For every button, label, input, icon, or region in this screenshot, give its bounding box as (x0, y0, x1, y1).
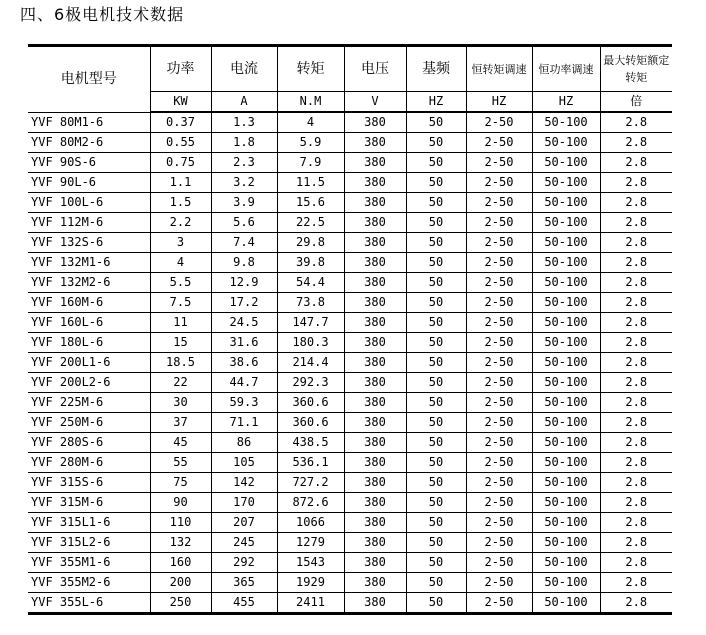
cell-voltage: 380 (344, 153, 406, 173)
cell-voltage: 380 (344, 593, 406, 614)
cell-max-torque: 2.8 (600, 333, 672, 353)
cell-voltage: 380 (344, 233, 406, 253)
cell-voltage: 380 (344, 293, 406, 313)
cell-const-power: 50-100 (532, 433, 600, 453)
cell-power: 15 (150, 333, 211, 353)
cell-max-torque: 2.8 (600, 133, 672, 153)
cell-power: 160 (150, 553, 211, 573)
cell-const-torque: 2-50 (466, 213, 532, 233)
cell-current: 9.8 (211, 253, 277, 273)
cell-const-power: 50-100 (532, 593, 600, 614)
cell-current: 365 (211, 573, 277, 593)
cell-voltage: 380 (344, 193, 406, 213)
cell-power: 0.55 (150, 133, 211, 153)
cell-const-torque: 2-50 (466, 393, 532, 413)
cell-model: YVF 180L-6 (28, 333, 150, 353)
cell-const-power: 50-100 (532, 112, 600, 133)
cell-model: YVF 280S-6 (28, 433, 150, 453)
table-row (28, 393, 672, 413)
table-row (28, 373, 672, 393)
cell-const-torque: 2-50 (466, 133, 532, 153)
cell-const-power: 50-100 (532, 233, 600, 253)
cell-torque: 1279 (277, 533, 344, 553)
header-row (28, 46, 672, 92)
cell-voltage: 380 (344, 253, 406, 273)
table-row (28, 453, 672, 473)
cell-model: YVF 280M-6 (28, 453, 150, 473)
cell-voltage: 380 (344, 533, 406, 553)
cell-power: 4 (150, 253, 211, 273)
header-const-power: 恒功率调速 (532, 46, 600, 92)
cell-voltage: 380 (344, 173, 406, 193)
cell-power: 45 (150, 433, 211, 453)
cell-model: YVF 200L2-6 (28, 373, 150, 393)
cell-max-torque: 2.8 (600, 213, 672, 233)
table-row (28, 153, 672, 173)
cell-model: YVF 200L1-6 (28, 353, 150, 373)
cell-base-freq: 50 (406, 393, 466, 413)
cell-const-power: 50-100 (532, 253, 600, 273)
cell-max-torque: 2.8 (600, 233, 672, 253)
table-row (28, 313, 672, 333)
cell-base-freq: 50 (406, 493, 466, 513)
cell-torque: 360.6 (277, 393, 344, 413)
cell-voltage: 380 (344, 333, 406, 353)
cell-const-power: 50-100 (532, 553, 600, 573)
cell-current: 17.2 (211, 293, 277, 313)
unit-const-torque: HZ (466, 92, 532, 113)
cell-max-torque: 2.8 (600, 553, 672, 573)
cell-base-freq: 50 (406, 153, 466, 173)
cell-model: YVF 80M1-6 (28, 112, 150, 133)
cell-current: 1.3 (211, 112, 277, 133)
table-row (28, 593, 672, 614)
table-row (28, 173, 672, 193)
cell-max-torque: 2.8 (600, 353, 672, 373)
unit-current: A (211, 92, 277, 113)
cell-voltage: 380 (344, 373, 406, 393)
unit-base-freq: HZ (406, 92, 466, 113)
cell-base-freq: 50 (406, 112, 466, 133)
cell-current: 59.3 (211, 393, 277, 413)
cell-const-power: 50-100 (532, 133, 600, 153)
cell-max-torque: 2.8 (600, 593, 672, 614)
cell-const-torque: 2-50 (466, 553, 532, 573)
cell-power: 5.5 (150, 273, 211, 293)
cell-model: YVF 315L1-6 (28, 513, 150, 533)
cell-const-torque: 2-50 (466, 193, 532, 213)
cell-torque: 360.6 (277, 413, 344, 433)
cell-const-torque: 2-50 (466, 173, 532, 193)
table-row (28, 573, 672, 593)
cell-const-power: 50-100 (532, 473, 600, 493)
cell-torque: 5.9 (277, 133, 344, 153)
section-title: 四、6极电机技术数据 (20, 5, 185, 24)
cell-max-torque: 2.8 (600, 473, 672, 493)
cell-current: 31.6 (211, 333, 277, 353)
cell-const-power: 50-100 (532, 213, 600, 233)
header-max-torque: 最大转矩额定转矩 (600, 46, 672, 92)
table-row (28, 413, 672, 433)
cell-const-torque: 2-50 (466, 473, 532, 493)
unit-max-torque: 倍 (600, 92, 672, 113)
cell-model: YVF 355L-6 (28, 593, 150, 614)
cell-max-torque: 2.8 (600, 112, 672, 133)
cell-voltage: 380 (344, 112, 406, 133)
cell-voltage: 380 (344, 513, 406, 533)
cell-torque: 2411 (277, 593, 344, 614)
cell-power: 0.37 (150, 112, 211, 133)
cell-voltage: 380 (344, 493, 406, 513)
table-row (28, 293, 672, 313)
cell-current: 5.6 (211, 213, 277, 233)
cell-const-torque: 2-50 (466, 513, 532, 533)
cell-power: 132 (150, 533, 211, 553)
cell-current: 207 (211, 513, 277, 533)
cell-current: 24.5 (211, 313, 277, 333)
table-header (28, 46, 672, 113)
cell-model: YVF 90S-6 (28, 153, 150, 173)
cell-power: 55 (150, 453, 211, 473)
cell-torque: 214.4 (277, 353, 344, 373)
cell-current: 12.9 (211, 273, 277, 293)
cell-const-torque: 2-50 (466, 153, 532, 173)
cell-current: 3.2 (211, 173, 277, 193)
cell-current: 3.9 (211, 193, 277, 213)
cell-const-torque: 2-50 (466, 293, 532, 313)
header-current: 电流 (211, 46, 277, 92)
table-row (28, 133, 672, 153)
cell-const-power: 50-100 (532, 533, 600, 553)
unit-torque: N.M (277, 92, 344, 113)
cell-voltage: 380 (344, 573, 406, 593)
cell-voltage: 380 (344, 353, 406, 373)
cell-model: YVF 355M2-6 (28, 573, 150, 593)
table-row (28, 213, 672, 233)
cell-max-torque: 2.8 (600, 373, 672, 393)
cell-base-freq: 50 (406, 573, 466, 593)
cell-const-torque: 2-50 (466, 493, 532, 513)
cell-voltage: 380 (344, 473, 406, 493)
cell-base-freq: 50 (406, 533, 466, 553)
cell-torque: 4 (277, 112, 344, 133)
cell-current: 142 (211, 473, 277, 493)
cell-base-freq: 50 (406, 253, 466, 273)
cell-max-torque: 2.8 (600, 493, 672, 513)
cell-voltage: 380 (344, 453, 406, 473)
cell-current: 455 (211, 593, 277, 614)
cell-max-torque: 2.8 (600, 273, 672, 293)
cell-const-torque: 2-50 (466, 413, 532, 433)
cell-torque: 1543 (277, 553, 344, 573)
cell-current: 38.6 (211, 353, 277, 373)
cell-base-freq: 50 (406, 373, 466, 393)
cell-max-torque: 2.8 (600, 413, 672, 433)
cell-model: YVF 132M2-6 (28, 273, 150, 293)
unit-voltage: V (344, 92, 406, 113)
cell-base-freq: 50 (406, 233, 466, 253)
cell-max-torque: 2.8 (600, 153, 672, 173)
motor-spec-table (28, 44, 672, 615)
cell-torque: 536.1 (277, 453, 344, 473)
cell-const-power: 50-100 (532, 453, 600, 473)
table-row (28, 333, 672, 353)
cell-base-freq: 50 (406, 273, 466, 293)
cell-torque: 15.6 (277, 193, 344, 213)
cell-torque: 147.7 (277, 313, 344, 333)
cell-const-torque: 2-50 (466, 373, 532, 393)
cell-current: 86 (211, 433, 277, 453)
cell-voltage: 380 (344, 413, 406, 433)
cell-power: 1.1 (150, 173, 211, 193)
table-row (28, 513, 672, 533)
cell-const-power: 50-100 (532, 513, 600, 533)
cell-model: YVF 250M-6 (28, 413, 150, 433)
cell-torque: 7.9 (277, 153, 344, 173)
table-row (28, 433, 672, 453)
cell-voltage: 380 (344, 313, 406, 333)
header-const-torque: 恒转矩调速 (466, 46, 532, 92)
cell-base-freq: 50 (406, 473, 466, 493)
cell-torque: 29.8 (277, 233, 344, 253)
cell-power: 11 (150, 313, 211, 333)
cell-power: 7.5 (150, 293, 211, 313)
table-row (28, 253, 672, 273)
cell-model: YVF 315M-6 (28, 493, 150, 513)
cell-torque: 54.4 (277, 273, 344, 293)
table-row (28, 193, 672, 213)
cell-torque: 73.8 (277, 293, 344, 313)
cell-max-torque: 2.8 (600, 513, 672, 533)
unit-const-power: HZ (532, 92, 600, 113)
cell-max-torque: 2.8 (600, 173, 672, 193)
cell-torque: 22.5 (277, 213, 344, 233)
cell-power: 18.5 (150, 353, 211, 373)
cell-torque: 39.8 (277, 253, 344, 273)
cell-base-freq: 50 (406, 293, 466, 313)
cell-voltage: 380 (344, 213, 406, 233)
cell-max-torque: 2.8 (600, 453, 672, 473)
cell-max-torque: 2.8 (600, 293, 672, 313)
cell-const-torque: 2-50 (466, 253, 532, 273)
header-model: 电机型号 (28, 46, 150, 113)
cell-power: 250 (150, 593, 211, 614)
cell-const-power: 50-100 (532, 393, 600, 413)
cell-model: YVF 112M-6 (28, 213, 150, 233)
cell-model: YVF 132M1-6 (28, 253, 150, 273)
cell-max-torque: 2.8 (600, 253, 672, 273)
cell-current: 105 (211, 453, 277, 473)
cell-const-power: 50-100 (532, 193, 600, 213)
header-base-freq: 基频 (406, 46, 466, 92)
cell-const-power: 50-100 (532, 373, 600, 393)
cell-power: 3 (150, 233, 211, 253)
cell-const-torque: 2-50 (466, 353, 532, 373)
cell-const-torque: 2-50 (466, 333, 532, 353)
cell-voltage: 380 (344, 133, 406, 153)
table-row (28, 353, 672, 373)
cell-const-power: 50-100 (532, 293, 600, 313)
cell-base-freq: 50 (406, 333, 466, 353)
cell-current: 292 (211, 553, 277, 573)
cell-const-torque: 2-50 (466, 313, 532, 333)
cell-torque: 292.3 (277, 373, 344, 393)
cell-const-power: 50-100 (532, 153, 600, 173)
cell-power: 90 (150, 493, 211, 513)
cell-current: 7.4 (211, 233, 277, 253)
cell-current: 2.3 (211, 153, 277, 173)
cell-max-torque: 2.8 (600, 193, 672, 213)
cell-const-torque: 2-50 (466, 593, 532, 614)
cell-voltage: 380 (344, 393, 406, 413)
cell-model: YVF 355M1-6 (28, 553, 150, 573)
cell-const-power: 50-100 (532, 573, 600, 593)
cell-max-torque: 2.8 (600, 393, 672, 413)
cell-base-freq: 50 (406, 213, 466, 233)
cell-base-freq: 50 (406, 353, 466, 373)
cell-const-torque: 2-50 (466, 453, 532, 473)
header-torque: 转矩 (277, 46, 344, 92)
cell-current: 71.1 (211, 413, 277, 433)
table-row (28, 533, 672, 553)
cell-max-torque: 2.8 (600, 573, 672, 593)
table-row (28, 553, 672, 573)
cell-base-freq: 50 (406, 173, 466, 193)
cell-base-freq: 50 (406, 513, 466, 533)
cell-const-torque: 2-50 (466, 433, 532, 453)
cell-const-power: 50-100 (532, 353, 600, 373)
table-row (28, 493, 672, 513)
cell-torque: 1929 (277, 573, 344, 593)
cell-power: 30 (150, 393, 211, 413)
cell-const-power: 50-100 (532, 333, 600, 353)
table-row (28, 112, 672, 133)
header-power: 功率 (150, 46, 211, 92)
cell-power: 1.5 (150, 193, 211, 213)
cell-base-freq: 50 (406, 453, 466, 473)
cell-power: 37 (150, 413, 211, 433)
cell-model: YVF 80M2-6 (28, 133, 150, 153)
cell-power: 2.2 (150, 213, 211, 233)
cell-base-freq: 50 (406, 193, 466, 213)
cell-torque: 1066 (277, 513, 344, 533)
cell-max-torque: 2.8 (600, 433, 672, 453)
cell-voltage: 380 (344, 273, 406, 293)
cell-power: 110 (150, 513, 211, 533)
cell-const-power: 50-100 (532, 493, 600, 513)
cell-model: YVF 225M-6 (28, 393, 150, 413)
cell-max-torque: 2.8 (600, 533, 672, 553)
cell-base-freq: 50 (406, 133, 466, 153)
table-row (28, 233, 672, 253)
cell-current: 1.8 (211, 133, 277, 153)
cell-model: YVF 160L-6 (28, 313, 150, 333)
cell-current: 44.7 (211, 373, 277, 393)
cell-power: 0.75 (150, 153, 211, 173)
cell-voltage: 380 (344, 433, 406, 453)
table-body (28, 112, 672, 614)
cell-const-torque: 2-50 (466, 533, 532, 553)
cell-power: 200 (150, 573, 211, 593)
cell-power: 22 (150, 373, 211, 393)
cell-base-freq: 50 (406, 553, 466, 573)
cell-const-power: 50-100 (532, 173, 600, 193)
cell-model: YVF 315L2-6 (28, 533, 150, 553)
header-voltage: 电压 (344, 46, 406, 92)
cell-base-freq: 50 (406, 593, 466, 614)
cell-torque: 11.5 (277, 173, 344, 193)
cell-const-torque: 2-50 (466, 573, 532, 593)
cell-base-freq: 50 (406, 413, 466, 433)
cell-const-power: 50-100 (532, 413, 600, 433)
cell-model: YVF 160M-6 (28, 293, 150, 313)
cell-current: 170 (211, 493, 277, 513)
cell-const-power: 50-100 (532, 313, 600, 333)
cell-base-freq: 50 (406, 433, 466, 453)
cell-model: YVF 100L-6 (28, 193, 150, 213)
cell-model: YVF 90L-6 (28, 173, 150, 193)
table-row (28, 473, 672, 493)
table-row (28, 273, 672, 293)
cell-voltage: 380 (344, 553, 406, 573)
cell-current: 245 (211, 533, 277, 553)
unit-power: KW (150, 92, 211, 113)
cell-const-torque: 2-50 (466, 233, 532, 253)
cell-torque: 180.3 (277, 333, 344, 353)
cell-torque: 727.2 (277, 473, 344, 493)
cell-base-freq: 50 (406, 313, 466, 333)
cell-const-torque: 2-50 (466, 273, 532, 293)
cell-const-power: 50-100 (532, 273, 600, 293)
cell-model: YVF 132S-6 (28, 233, 150, 253)
cell-torque: 872.6 (277, 493, 344, 513)
cell-max-torque: 2.8 (600, 313, 672, 333)
cell-const-torque: 2-50 (466, 112, 532, 133)
cell-model: YVF 315S-6 (28, 473, 150, 493)
cell-power: 75 (150, 473, 211, 493)
cell-torque: 438.5 (277, 433, 344, 453)
